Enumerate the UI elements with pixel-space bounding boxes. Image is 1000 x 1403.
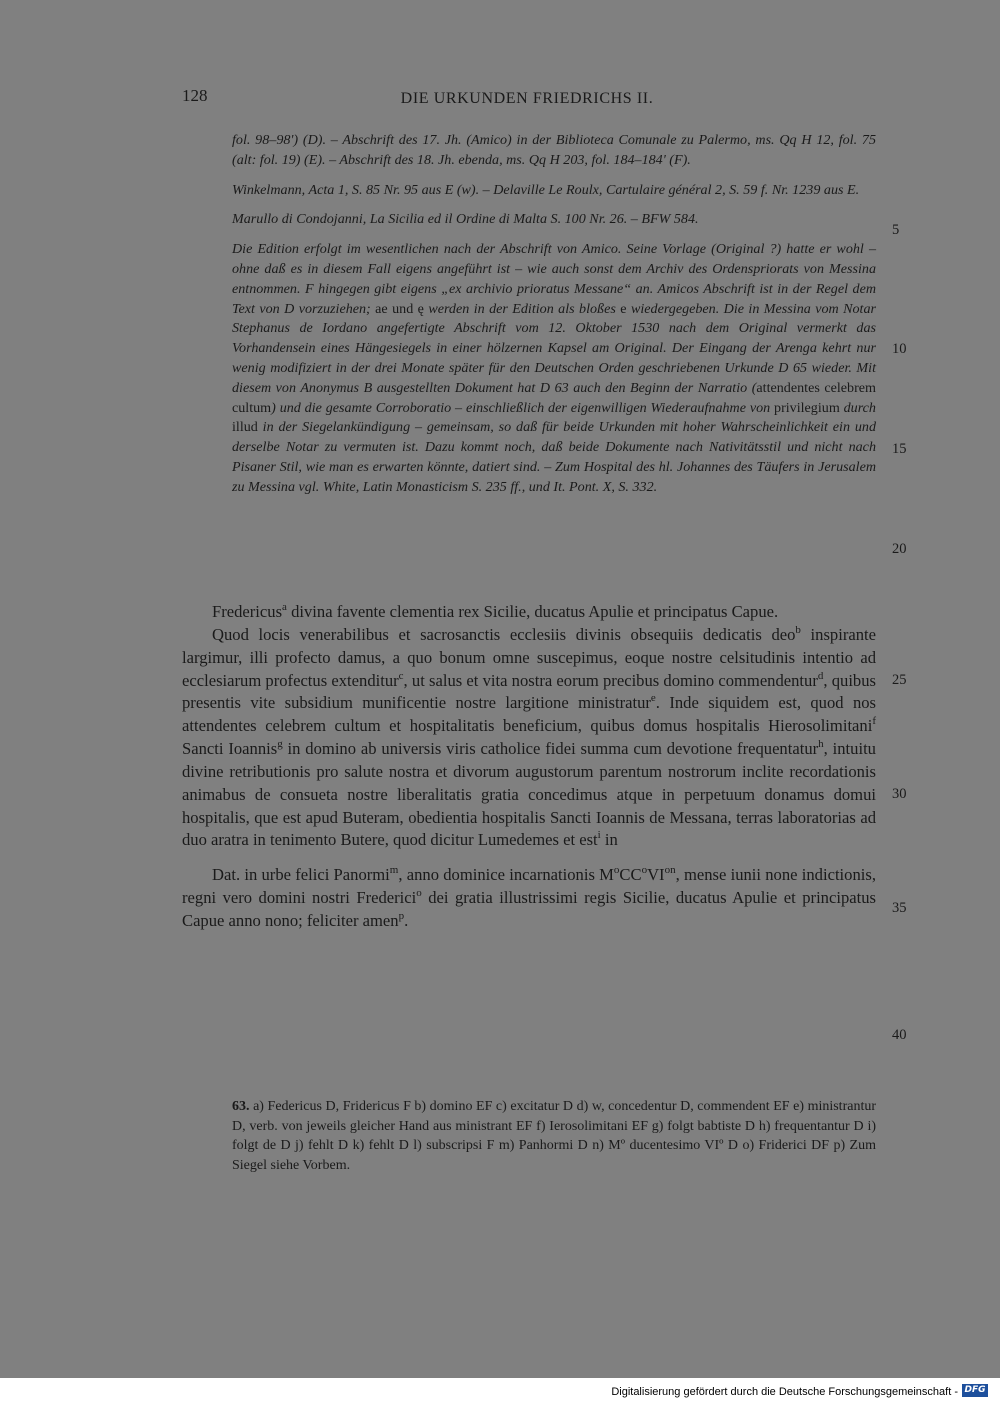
line-number-40: 40	[892, 1027, 907, 1043]
apparatus-editions: Winkelmann, Acta 1, S. 85 Nr. 95 aus E (w). – Delaville Le Roulx, Cartulaire général 2, S. 59 f. Nr. 1239 aus E.	[232, 181, 860, 198]
line-number-25: 25	[892, 672, 907, 688]
footer-bar	[0, 1378, 1000, 1403]
running-title: DIE URKUNDEN FRIEDRICHS II.	[400, 90, 654, 107]
line-number-30: 30	[892, 786, 907, 802]
apparatus-sources: fol. 98–98') (D). – Abschrift des 17. Jh. (Amico) in der Biblioteca Comunale zu Palermo, ms. Qq H 12, fol. 75 (alt: fol. 19) (E). – Abschrift des 18. Jh. ebenda, ms. Qq H 203, fol. 184–184' (F).	[232, 132, 876, 168]
page-header	[182, 86, 872, 114]
charter-body: Quod locis venerabilibus et sacrosanctis ecclesiis divinis obsequiis dedicatis deo$^b$ inspirante largimur, illi profecto damus, a quo bonum omne suscepimus, eoque nostre celsitudinis intentio ad ecclesiarum profectus extenditur$^c$, ut salus et vita nostra eorum precibus domino commendentur$^d$, quibus presentis vite subsidium munificentie nostre largitione ministratur$^e$. Inde siquidem est, quod nos attendentes celebrem cultum et hospitalitatis beneficium, quibus domus hospitalis Hierosolimitani$^f$ Sancti Ioannis$^g$ in domino ab universis viris catholice fidei summa cum devotione frequentatur$^h$, intuitu divine retributionis pro salute nostra et divorum augustorum parentum nostrorum inclite recordationis animabus de consueta nostre liberalitatis gratia concedimus atque in perpetuum donamus domui hospitalis, que est apud Buteram, obedientia hospitalis Sancti Ioannis de Messana, terras laboratorias ad duo aratra in tenimento Butere, quod dicitur Lumedemes et est$^i$ in	[182, 623, 876, 850]
datum-line: Dat. in urbe felici Panormi$^m$, anno dominice incarnationis $M^oCC^oVI^{on}$, mense iunii none indictionis, regni vero domini nostri Frederici$^o$ dei gratia illustrissimi regis Sicilie, ducatus Apulie et principatus Capue anno nono; feliciter amen$^p$.	[182, 864, 876, 930]
line-number-35: 35	[892, 900, 907, 916]
footer-credit: Digitalisierung gefördert durch die Deutsche Forschungsgemeinschaft -	[611, 1386, 958, 1398]
dfg-logo-icon: DFG	[962, 1384, 988, 1397]
line-number-20: 20	[892, 541, 907, 557]
footnote-text: a) Federicus D, Fridericus F b) domino EF c) excitatur D d) w, concedentur D, commendent EF e) ministrantur D, verb. von jeweils gleicher Hand aus ministrant EF f) Ierosolimitani EF g) folgt babtiste D h) frequentantur D i) folgt de D j) fehlt D k) fehlt D l) subscripsi F m) Panhormi D n) Mº ducentesimo VIº D o) Friderici DF p) Zum Siegel siehe Vorbem.	[232, 1099, 876, 1173]
apparatus-commentary: Die Edition erfolgt im wesentlichen nach der Abschrift von Amico. Seine Vorlage (Original ?) hatte er wohl – ohne daß es in diesem Fall eigens angeführt ist – wie auch sonst dem Archiv des Ordenspriorats von Messina entnommen. F hingegen gibt eigens „ex archivio prioratus Messane“ an. Amicos Abschrift ist in der Regel dem Text von D vorzuziehen; ae und ę werden in der Edition als bloßes e wiedergegeben. Die in Messina vom Notar Stephanus de Iordano angefertigte Abschrift vom 12. Oktober 1530 nach dem Original vermerkt das Vorhandensein eines Hängesiegels in einer hölzernen Kapsel am Original. Der Eingang der Arenga kehrt nur wenig modifiziert in der drei Monate später für den Deutschen Orden geschriebenen Urkunde D 65 wieder. Mit diesem von Anonymus B ausgestellten Dokument hat D 63 auch den Beginn der Narratio (attendentes celebrem cultum) und die gesamte Corroboratio – einschließlich der eigenwilligen Wiederaufnahme von privilegium durch illud in der Siegelankündigung – gemeinsam, so daß für beide Urkunden mit hoher Wahrscheinlichkeit ein und derselbe Notar zu vermuten ist. Dazu kommt noch, daß beide Dokumente nach Nativitätsstil und nicht nach Pisaner Stil, wie man es erwarten könnte, datiert sind. – Zum Hospital des hl. Johannes des Täufers in Jerusalem zu Messina vgl. White, Latin Monasticism S. 235 ff., und It. Pont. X, S. 332.	[232, 241, 876, 495]
page-number: 128	[182, 86, 208, 105]
charter-text	[182, 601, 876, 933]
footnote-number: 63.	[232, 1099, 250, 1114]
critical-apparatus	[232, 131, 876, 508]
footnotes	[232, 1097, 876, 1175]
line-number-15: 15	[892, 441, 907, 457]
apparatus-literature: Marullo di Condojanni, La Sicilia ed il Ordine di Malta S. 100 Nr. 26. – BFW 584.	[232, 211, 699, 228]
intitulatio: Fredericus$^a$ divina favente clementia rex Sicilie, ducatus Apulie et principatus Capue.	[212, 601, 779, 621]
line-number-10: 10	[892, 341, 907, 357]
line-number-5: 5	[892, 222, 900, 238]
